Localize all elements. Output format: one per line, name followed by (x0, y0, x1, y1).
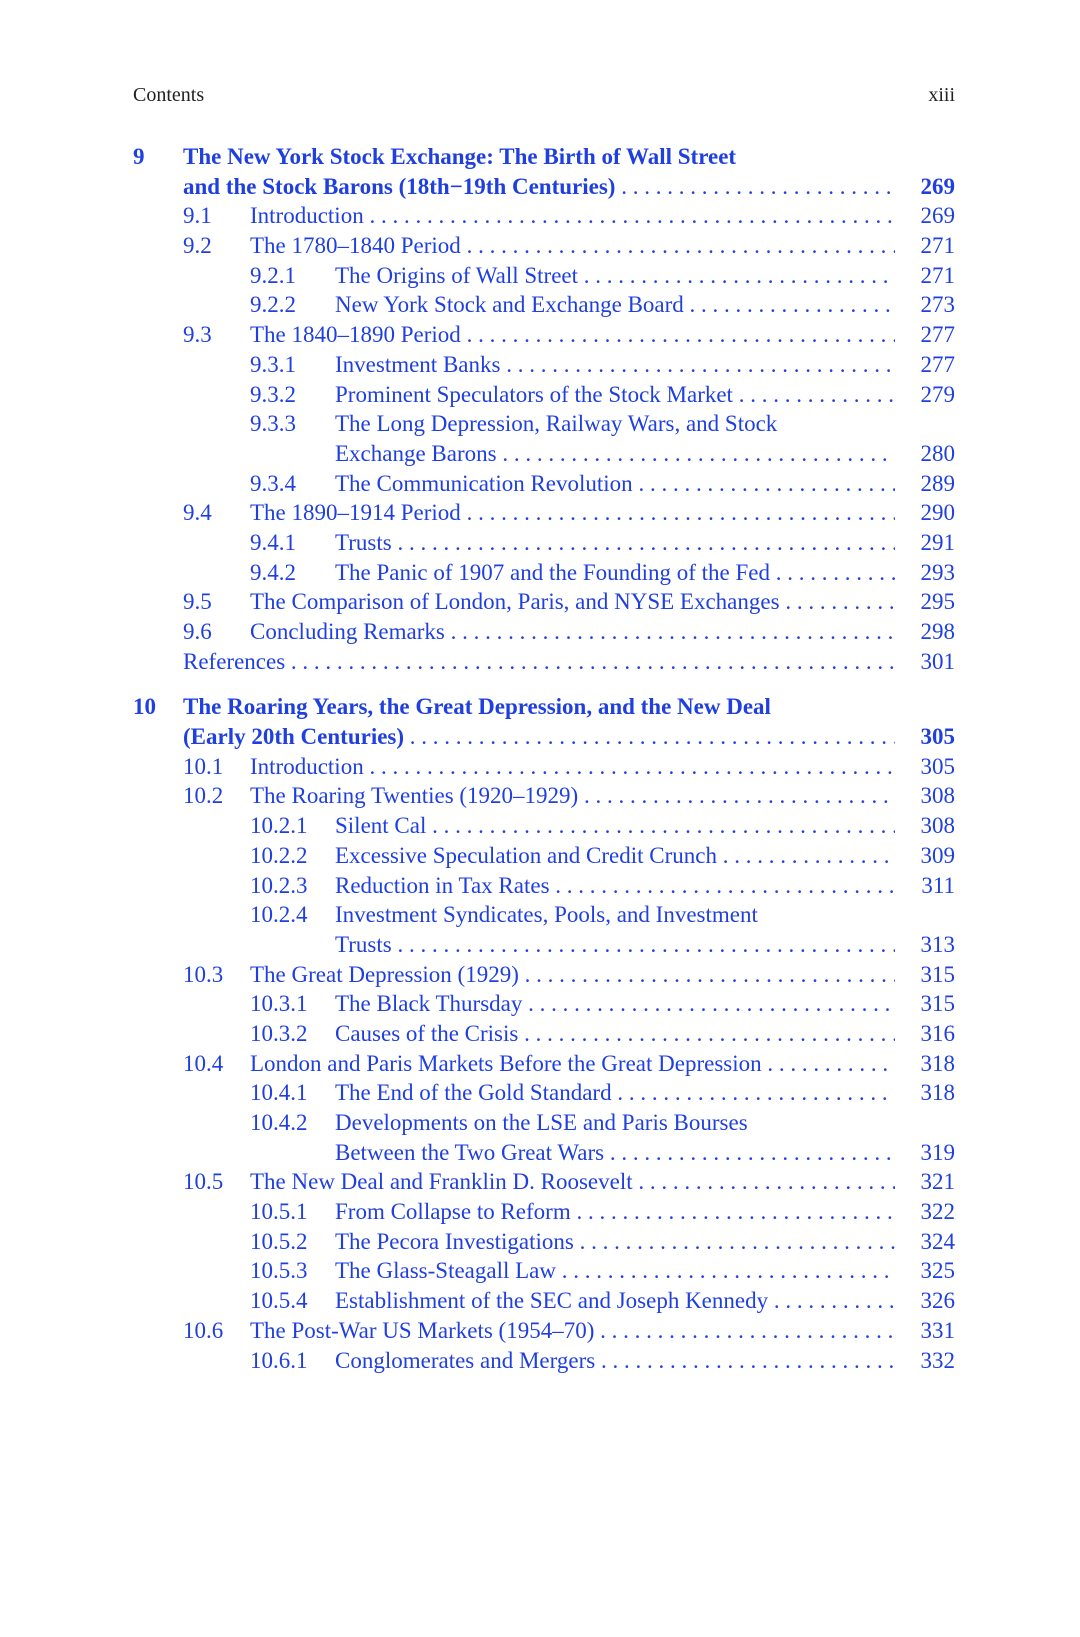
page-number[interactable]: 271 (905, 231, 955, 261)
entry-number: 10.2.2 (250, 842, 308, 868)
page-number[interactable]: 301 (905, 647, 955, 677)
chapter-title: The New York Stock Exchange: The Birth of Wall Street (183, 144, 737, 169)
page-number[interactable]: 290 (905, 498, 955, 528)
entry-number: 10.2.1 (250, 813, 308, 839)
entry-title: The Pecora Investigations . . . (335, 1227, 895, 1257)
entry-title: Introduction . . . (250, 752, 895, 782)
section-entry[interactable] (133, 1316, 955, 1346)
page-number[interactable]: 308 (905, 811, 955, 841)
chapter-block (133, 692, 955, 1375)
subsection-entry[interactable] (133, 841, 955, 871)
subsection-entry-continued[interactable] (133, 930, 955, 960)
chapter-number: 9 (133, 144, 145, 169)
entry-title: Silent Cal . . . (335, 811, 895, 841)
entry-title: Prominent Speculators of the Stock Market . . . (335, 380, 895, 410)
subsection-entry[interactable] (133, 1346, 955, 1376)
entry-title: Investment Syndicates, Pools, and Investment (335, 902, 758, 928)
entry-number: 10.6.1 (250, 1347, 308, 1373)
entry-number: 10.4.2 (250, 1110, 308, 1135)
entry-number: 9.2.2 (250, 292, 296, 318)
entry-title: The Roaring Twenties (1920–1929) . . . (250, 781, 895, 811)
entry-number: 9.3.4 (250, 470, 296, 496)
subsection-entry[interactable] (133, 558, 955, 588)
entry-title: The Origins of Wall Street . . . (335, 261, 895, 291)
page-number[interactable]: 289 (905, 469, 955, 499)
entry-title: The Black Thursday . . . (335, 989, 895, 1019)
subsection-entry[interactable] (133, 380, 955, 410)
entry-number: 10.5.3 (250, 1258, 308, 1284)
subsection-entry[interactable] (133, 1078, 955, 1108)
section-entry[interactable] (133, 781, 955, 811)
entry-title: The End of the Gold Standard . . . (335, 1078, 895, 1108)
entry-title: Trusts . . . (335, 528, 895, 558)
entry-number: 9.2 (183, 233, 212, 259)
entry-title: Investment Banks . . . (335, 350, 895, 380)
header-page-number: xiii (928, 84, 955, 106)
entry-title: The 1890–1914 Period . . . (250, 498, 895, 528)
subsection-entry[interactable] (133, 1019, 955, 1049)
subsection-entry[interactable] (133, 409, 955, 439)
entry-title: From Collapse to Reform . . . (335, 1197, 895, 1227)
page-number[interactable]: 331 (905, 1316, 955, 1346)
entry-number: 9.2.1 (250, 262, 296, 288)
page-number[interactable]: 313 (905, 930, 955, 960)
page-number[interactable]: 280 (905, 439, 955, 469)
page-number[interactable]: 277 (905, 320, 955, 350)
subsection-entry[interactable] (133, 1256, 955, 1286)
chapter-title: The Roaring Years, the Great Depression, and the New Deal (183, 694, 771, 720)
chapter-title-continued: (Early 20th Centuries) . . . (183, 722, 895, 752)
entry-number: 9.6 (183, 619, 212, 644)
entry-title: London and Paris Markets Before the Great Depression . . . (250, 1049, 895, 1079)
subsection-entry[interactable] (133, 528, 955, 558)
entry-number: 10.4.1 (250, 1080, 308, 1106)
entry-number: 10.2.4 (250, 902, 308, 928)
section-entry[interactable] (133, 960, 955, 990)
entry-title: References . . . (183, 647, 895, 677)
entry-number: 10.5 (183, 1169, 224, 1195)
entry-number: 9.4.1 (250, 529, 296, 555)
page-number[interactable]: 295 (905, 587, 955, 617)
section-entry[interactable] (133, 320, 955, 350)
section-entry[interactable] (133, 1049, 955, 1079)
entry-number: 9.4.2 (250, 559, 296, 585)
entry-title: The 1840–1890 Period . . . (250, 320, 895, 350)
page-number[interactable]: 332 (905, 1346, 955, 1376)
entry-number: 9.3 (183, 322, 212, 348)
entry-number: 9.3.3 (250, 411, 296, 437)
entry-title: Concluding Remarks . . . (250, 617, 895, 647)
chapter-number: 10 (133, 694, 156, 720)
page-number[interactable]: 269 (905, 201, 955, 231)
section-entry[interactable] (133, 617, 955, 647)
page-number[interactable]: 293 (905, 558, 955, 588)
page-number[interactable]: 269 (905, 172, 955, 202)
entry-title-continued: Between the Two Great Wars . . . (335, 1138, 895, 1168)
entry-number: 10.4 (183, 1050, 224, 1076)
page-number[interactable]: 291 (905, 528, 955, 558)
page-number[interactable]: 325 (905, 1256, 955, 1286)
subsection-entry[interactable] (133, 871, 955, 901)
entry-number: 10.3 (183, 961, 224, 987)
chapter-block (133, 142, 955, 676)
page-number[interactable]: 324 (905, 1227, 955, 1257)
entry-number: 9.1 (183, 203, 212, 229)
entry-title: The Glass-Steagall Law . . . (335, 1256, 895, 1286)
page-number[interactable]: 315 (905, 960, 955, 990)
running-header (133, 84, 955, 107)
entry-title: Establishment of the SEC and Joseph Kennedy . . . (335, 1286, 895, 1316)
page-number[interactable]: 318 (905, 1078, 955, 1108)
page-number[interactable]: 311 (905, 871, 955, 901)
entry-number: 10.3.1 (250, 991, 308, 1017)
chapter-heading-line[interactable] (133, 172, 955, 202)
subsection-entry[interactable] (133, 900, 955, 930)
subsection-entry[interactable] (133, 1108, 955, 1138)
entry-title: The 1780–1840 Period . . . (250, 231, 895, 261)
references-entry[interactable] (133, 647, 955, 677)
chapter-heading-line[interactable] (133, 722, 955, 752)
entry-title: The Post-War US Markets (1954–70) . . . (250, 1316, 895, 1346)
entry-number: 10.5.2 (250, 1228, 308, 1254)
entry-number: 9.3.2 (250, 381, 296, 407)
page-number[interactable]: 319 (905, 1138, 955, 1168)
entry-number: 9.3.1 (250, 351, 296, 377)
page-number[interactable]: 277 (905, 350, 955, 380)
page-number[interactable]: 305 (905, 722, 955, 752)
page-number[interactable]: 326 (905, 1286, 955, 1316)
entry-title: The Panic of 1907 and the Founding of the Fed . . . (335, 558, 895, 588)
subsection-entry-continued[interactable] (133, 439, 955, 469)
entry-title: The New Deal and Franklin D. Roosevelt . . . (250, 1167, 895, 1197)
section-entry[interactable] (133, 752, 955, 782)
entry-number: 10.1 (183, 753, 224, 779)
page-number[interactable]: 271 (905, 261, 955, 291)
entry-title: Introduction . . . (250, 201, 895, 231)
entry-title: The Long Depression, Railway Wars, and Stock (335, 411, 778, 437)
entry-number: 9.4 (183, 500, 212, 526)
entry-title: Conglomerates and Mergers . . . (335, 1346, 895, 1376)
page-number[interactable]: 309 (905, 841, 955, 871)
entry-number: 10.5.1 (250, 1199, 308, 1225)
page-number[interactable]: 308 (905, 781, 955, 811)
section-entry[interactable] (133, 587, 955, 617)
subsection-entry[interactable] (133, 261, 955, 291)
page-number[interactable]: 322 (905, 1197, 955, 1227)
entry-number: 10.2.3 (250, 872, 308, 898)
entry-number: 10.6 (183, 1317, 224, 1343)
subsection-entry[interactable] (133, 811, 955, 841)
entry-title: The Great Depression (1929) . . . (250, 960, 895, 990)
page-number[interactable]: 316 (905, 1019, 955, 1049)
entry-title: The Communication Revolution . . . (335, 469, 895, 499)
subsection-entry[interactable] (133, 989, 955, 1019)
entry-title: Developments on the LSE and Paris Bourses (335, 1110, 748, 1135)
entry-title: Reduction in Tax Rates . . . (335, 871, 895, 901)
page-number[interactable]: 305 (905, 752, 955, 782)
section-entry[interactable] (133, 498, 955, 528)
subsection-entry-continued[interactable] (133, 1138, 955, 1168)
entry-number: 10.3.2 (250, 1020, 308, 1046)
entry-number: 10.5.4 (250, 1288, 308, 1314)
table-of-contents (133, 142, 955, 1391)
entry-title: The Comparison of London, Paris, and NYSE Exchanges . . . (250, 587, 895, 617)
page-number[interactable]: 318 (905, 1049, 955, 1079)
entry-number: 9.5 (183, 589, 212, 615)
page-number[interactable]: 298 (905, 617, 955, 647)
page-number[interactable]: 279 (905, 380, 955, 410)
entry-title: New York Stock and Exchange Board . . . (335, 290, 895, 320)
subsection-entry[interactable] (133, 1286, 955, 1316)
entry-title: Causes of the Crisis . . . (335, 1019, 895, 1049)
section-entry[interactable] (133, 1167, 955, 1197)
section-entry[interactable] (133, 201, 955, 231)
entry-title-continued: Exchange Barons . . . (335, 439, 895, 469)
page-number[interactable]: 273 (905, 290, 955, 320)
section-entry[interactable] (133, 231, 955, 261)
page-number[interactable]: 315 (905, 989, 955, 1019)
chapter-heading-line[interactable] (133, 142, 955, 172)
subsection-entry[interactable] (133, 1227, 955, 1257)
page-number[interactable]: 321 (905, 1167, 955, 1197)
chapter-heading-line[interactable] (133, 692, 955, 722)
entry-title: Excessive Speculation and Credit Crunch . . . (335, 841, 895, 871)
subsection-entry[interactable] (133, 350, 955, 380)
subsection-entry[interactable] (133, 469, 955, 499)
header-section-title: Contents (133, 84, 205, 106)
subsection-entry[interactable] (133, 1197, 955, 1227)
entry-title-continued: Trusts . . . (335, 930, 895, 960)
subsection-entry[interactable] (133, 290, 955, 320)
chapter-title-continued: and the Stock Barons (18th−19th Centuries) . . . (183, 172, 895, 202)
entry-number: 10.2 (183, 783, 224, 809)
